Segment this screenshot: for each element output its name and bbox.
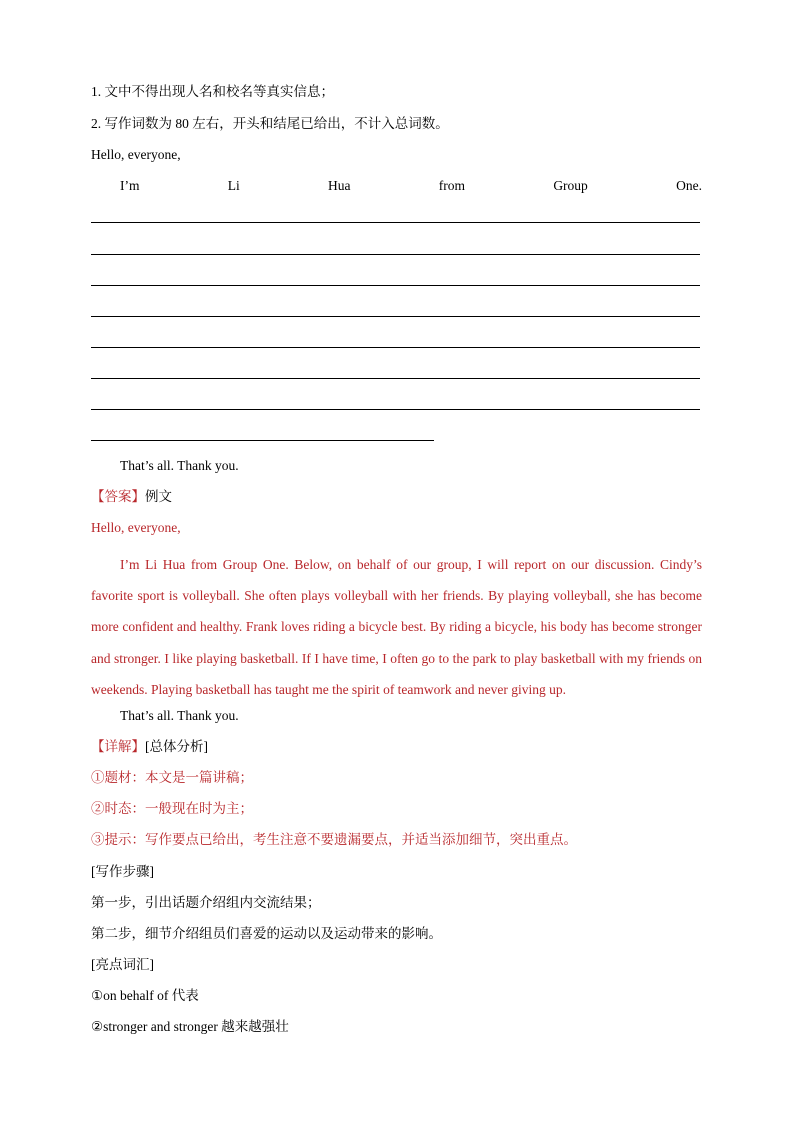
answer-greeting: Hello, everyone, [91,520,181,535]
analysis-point: ②时态：一般现在时为主； [91,801,253,816]
answer-tag-suffix: 例文 [145,489,172,504]
analysis-tag: 【详解】 [91,739,145,754]
answer-heading [91,487,172,507]
prompt-closing: That’s all. Thank you. [120,458,239,473]
opening-word: from [438,178,466,193]
vocab-item: ①on behalf of 代表 [91,988,199,1003]
writing-line-short [91,440,434,441]
step-item: 第一步，引出话题介绍组内交流结果； [91,895,321,910]
opening-word: I’m [120,178,140,193]
requirement-2: 2. 写作词数为 80 左右，开头和结尾已给出，不计入总词数。 [91,116,449,131]
writing-line [91,378,700,379]
analysis-tag-suffix: [总体分析] [145,739,208,754]
writing-line [91,316,700,317]
analysis-heading [91,737,208,757]
prompt-greeting: Hello, everyone, [91,147,181,162]
opening-word: One. [676,178,702,193]
vocab-heading: [亮点词汇] [91,957,154,972]
writing-line [91,222,700,223]
analysis-point: ③提示：写作要点已给出，考生注意不要遗漏要点，并适当添加细节，突出重点。 [91,832,577,847]
requirement-1: 1. 文中不得出现人名和校名等真实信息； [91,84,334,99]
writing-line [91,254,700,255]
steps-heading: [写作步骤] [91,864,154,879]
step-item: 第二步，细节介绍组员们喜爱的运动以及运动带来的影响。 [91,926,442,941]
opening-word: Li [227,178,240,193]
answer-body: I’m Li Hua from Group One. Below, on behalf of our group, I will report on our discussion. Cindy’s favorite sport is volleyball. She often plays volleyball with her friends. By playing volleyball, she has become more confident and healthy. Frank loves riding a bicycle best. By riding a bicycle, his body has become stronger and stronger. I like playing basketball. If I have time, I often go to the park to play basketball with my friends on weekends. Playing basketball has taught me the spirit of teamwork and never giving up. [91,557,702,697]
vocab-item: ②stronger and stronger 越来越强壮 [91,1019,289,1034]
writing-line [91,347,700,348]
opening-word: Group [553,178,588,193]
answer-closing: That’s all. Thank you. [120,708,239,723]
opening-word: Hua [328,178,351,193]
writing-line [91,285,700,286]
prompt-opening-sentence [120,176,702,196]
answer-tag: 【答案】 [91,489,145,504]
analysis-point: ①题材：本文是一篇讲稿； [91,770,253,785]
writing-line [91,409,700,410]
